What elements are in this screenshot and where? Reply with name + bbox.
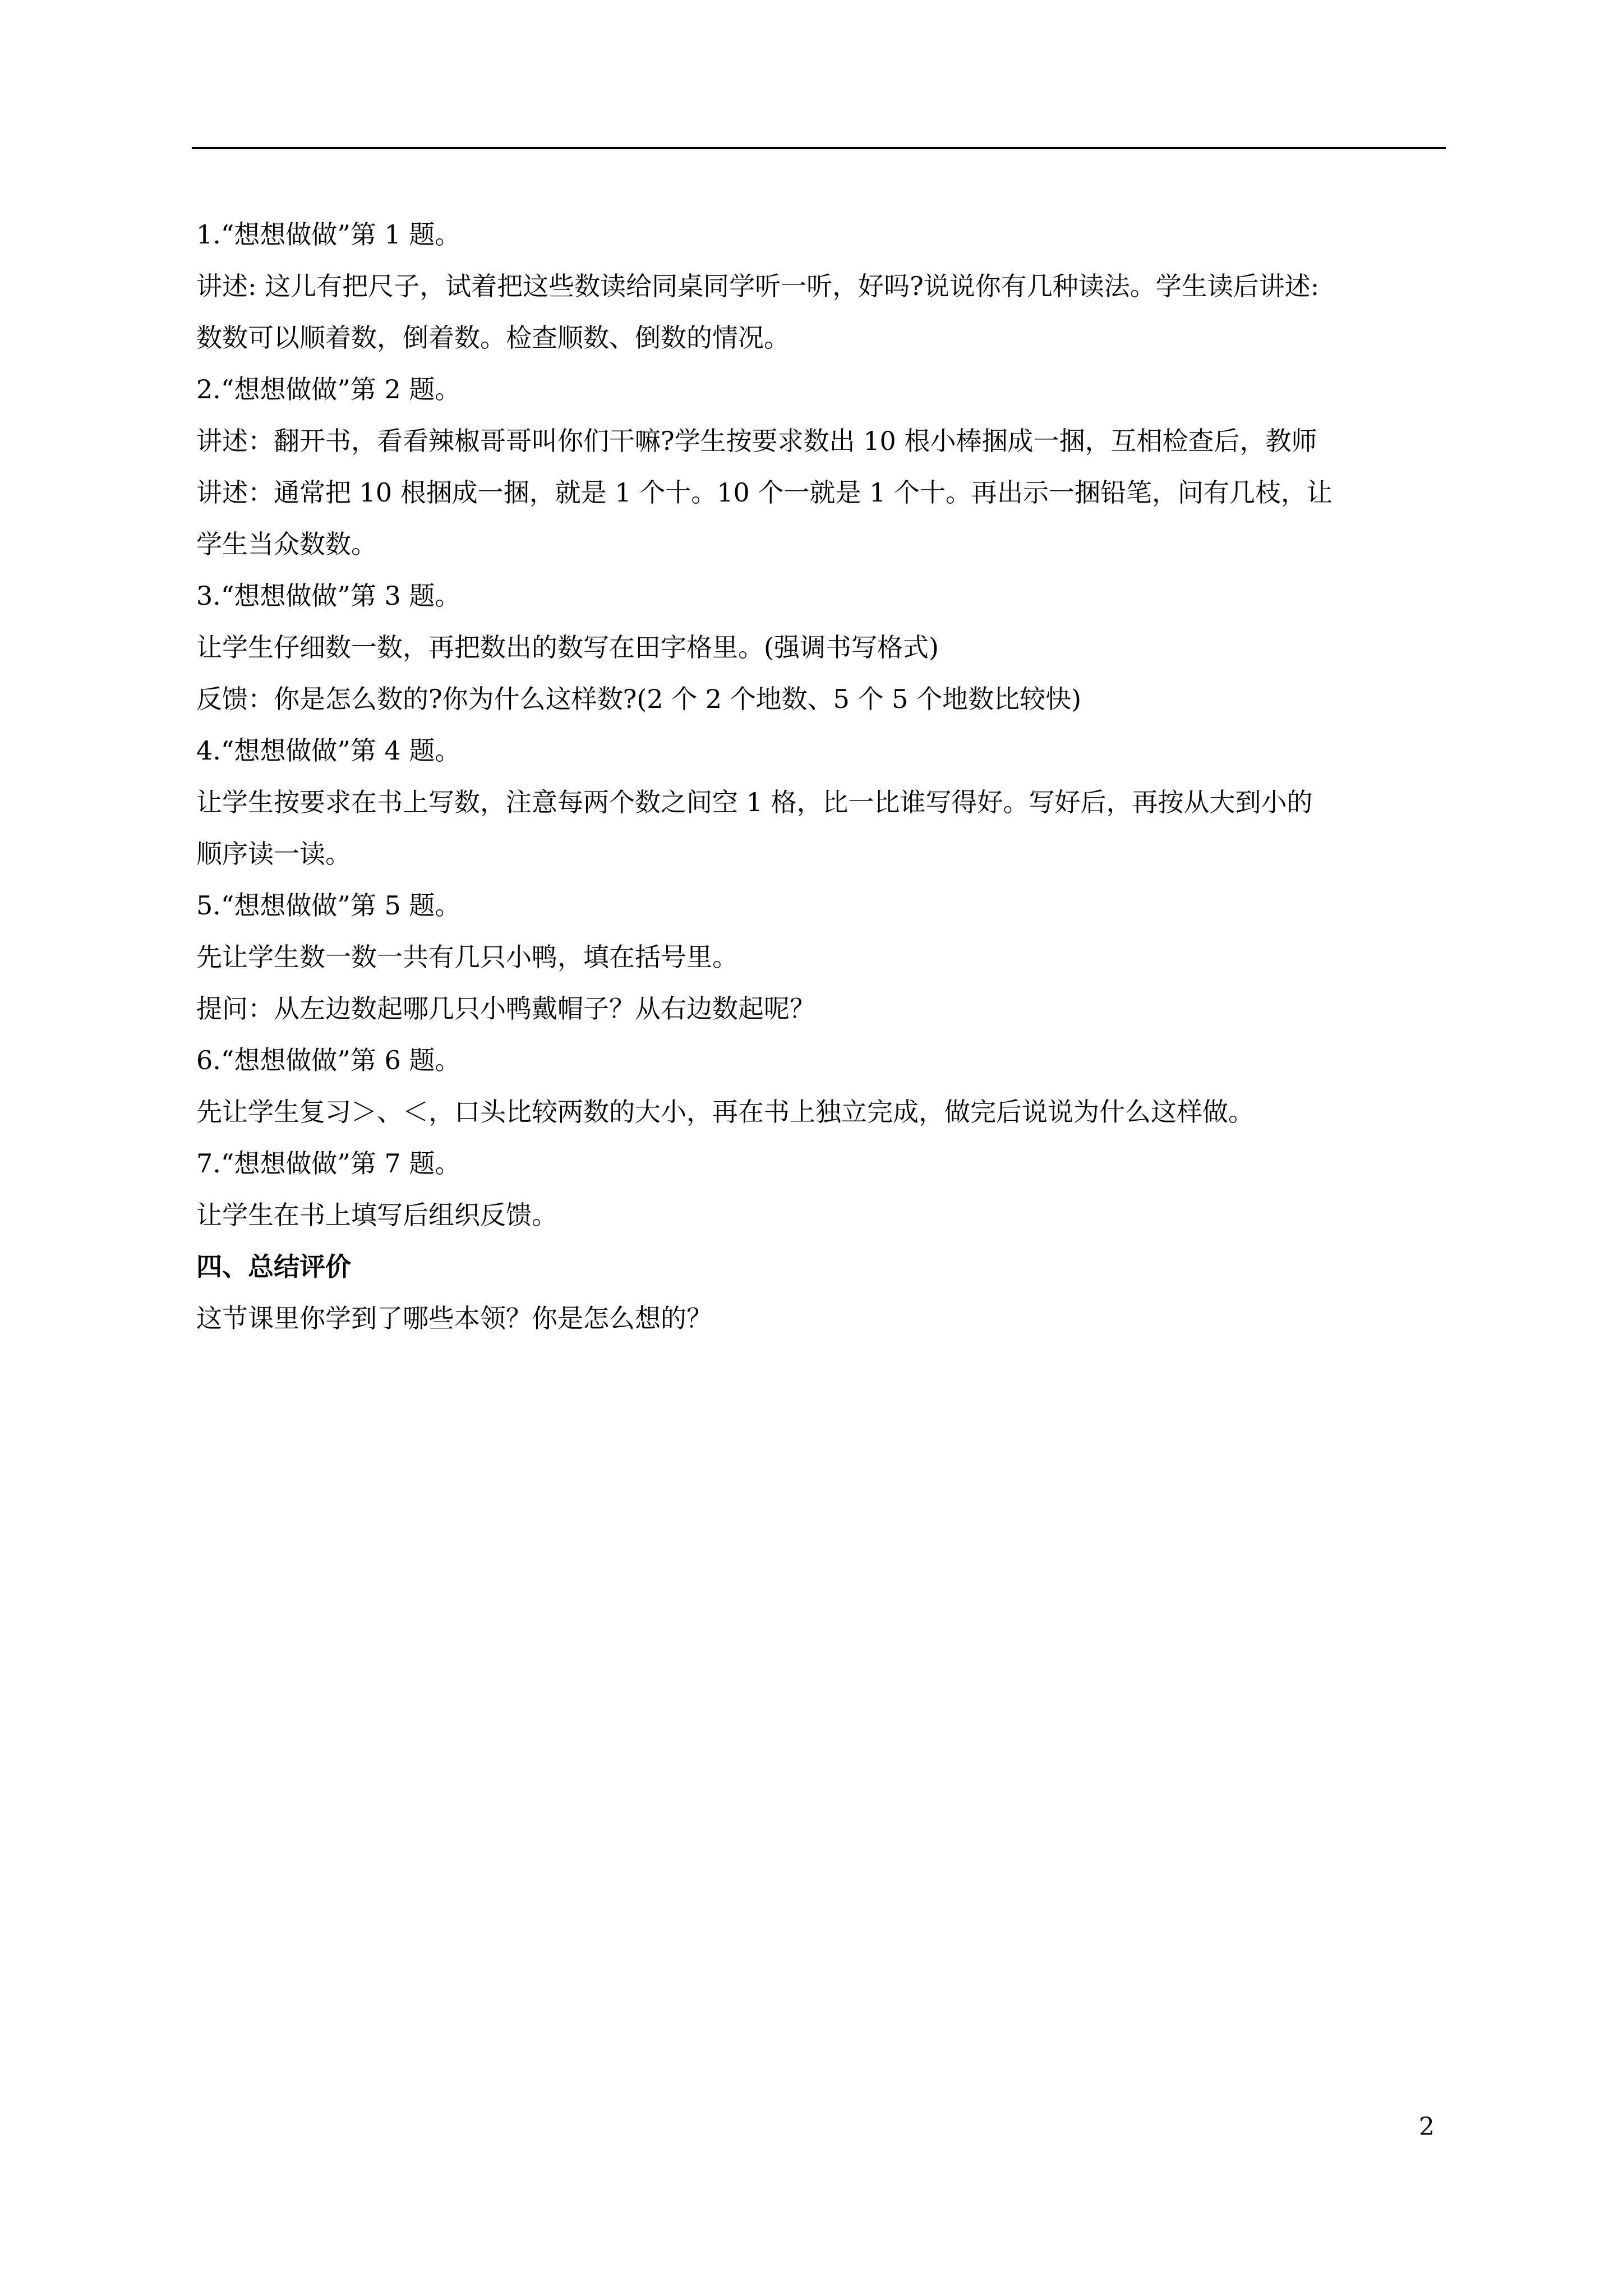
header-rule: [192, 147, 1446, 149]
exercise-4-title: 4.“想想做做”第 4 题。: [196, 735, 461, 766]
body-line: 讲述：通常把 10 根捆成一捆，就是 1 个十。10 个一就是 1 个十。再出示一捆铅笔，问有几枝，让: [196, 477, 1332, 508]
body-line: 数数可以顺着数，倒着数。检查顺数、倒数的情况。: [196, 323, 790, 353]
body-line: 先让学生数一数一共有几只小鸭，填在括号里。: [196, 942, 738, 972]
body-line: 让学生仔细数一数，再把数出的数写在田字格里。(强调书写格式): [196, 632, 939, 662]
body-line: 顺序读一读。: [196, 839, 351, 869]
document-body: [196, 209, 1446, 1344]
body-line: 讲述：翻开书，看看辣椒哥哥叫你们干嘛?学生按要求数出 10 根小棒捆成一捆，互相检查后，教师: [196, 426, 1317, 456]
body-line: 学生当众数数。: [196, 529, 377, 559]
exercise-2-title: 2.“想想做做”第 2 题。: [196, 374, 461, 404]
exercise-7-title: 7.“想想做做”第 7 题。: [196, 1148, 461, 1179]
body-line: 提问：从左边数起哪几只小鸭戴帽子？从右边数起呢？: [196, 993, 815, 1024]
exercise-1-title: 1.“想想做做”第 1 题。: [196, 219, 461, 250]
body-line: 让学生在书上填写后组织反馈。: [196, 1200, 557, 1230]
exercise-5-title: 5.“想想做做”第 5 题。: [196, 890, 461, 921]
body-line: 反馈：你是怎么数的?你为什么这样数?(2 个 2 个地数、5 个 5 个地数比较快): [196, 684, 1082, 714]
exercise-3-title: 3.“想想做做”第 3 题。: [196, 581, 461, 611]
body-line: 让学生按要求在书上写数，注意每两个数之间空 1 格，比一比谁写得好。写好后，再按从大到小的: [196, 787, 1313, 817]
body-line: 先让学生复习＞、＜，口头比较两数的大小，再在书上独立完成，做完后说说为什么这样做。: [196, 1097, 1254, 1127]
exercise-6-title: 6.“想想做做”第 6 题。: [196, 1045, 461, 1075]
section-heading: 四、总结评价: [196, 1251, 351, 1282]
body-line: 讲述: 这儿有把尺子，试着把这些数读给同桌同学听一听，好吗?说说你有几种读法。学生读后讲述:: [196, 271, 1320, 301]
closing-line: 这节课里你学到了哪些本领？你是怎么想的？: [196, 1303, 712, 1333]
page-number: 2: [1419, 2113, 1435, 2141]
